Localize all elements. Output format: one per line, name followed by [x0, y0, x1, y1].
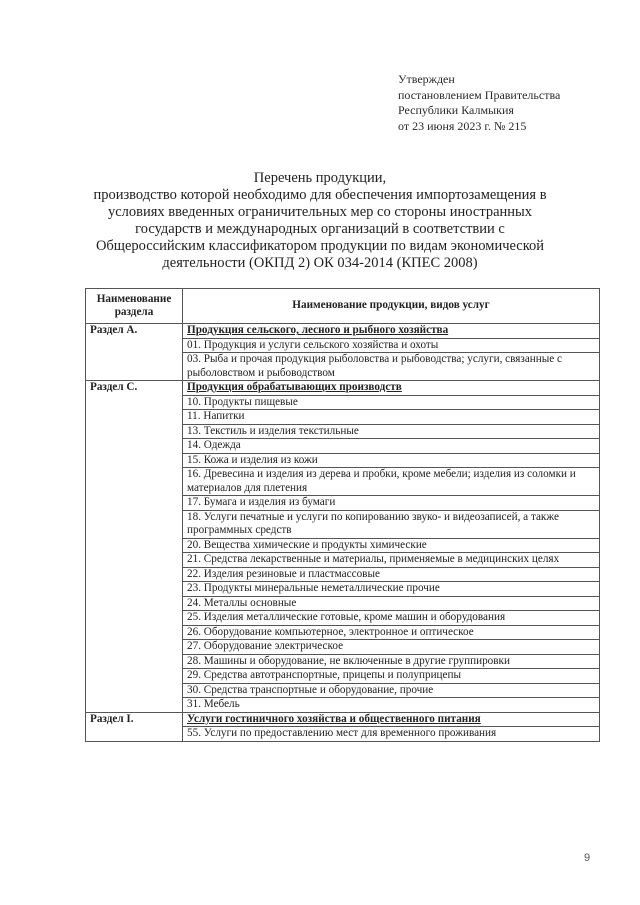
header-section-name: Наименование раздела [86, 289, 183, 324]
product-item: 21. Средства лекарственные и материалы, применяемые в медицинских целях [183, 553, 600, 568]
approval-line: Республики Калмыкия [398, 103, 514, 117]
product-item: 23. Продукты минеральные неметаллические прочие [183, 582, 600, 597]
table-body [86, 324, 600, 742]
product-item: 03. Рыба и прочая продукция рыболовства и рыбоводства; услуги, связанные с рыболовством и рыбоводством [183, 353, 600, 381]
product-item: 26. Оборудование компьютерное, электронное и оптическое [183, 625, 600, 640]
section-group-title: Продукция сельского, лесного и рыбного хозяйства [183, 324, 600, 339]
section-name: Раздел А. [86, 324, 183, 381]
product-item: 16. Древесина и изделия из дерева и пробки, кроме мебели; изделия из соломки и материалов для плетения [183, 468, 600, 496]
section-group-title: Услуги гостиничного хозяйства и общественного питания [183, 712, 600, 727]
product-item: 20. Вещества химические и продукты химические [183, 538, 600, 553]
table-row [86, 381, 600, 396]
table-header-row [86, 289, 600, 324]
product-item: 27. Оборудование электрическое [183, 640, 600, 655]
product-item: 17. Бумага и изделия из бумаги [183, 496, 600, 511]
document-title [70, 170, 570, 272]
product-item: 11. Напитки [183, 410, 600, 425]
table-row [86, 712, 600, 727]
product-item: 14. Одежда [183, 439, 600, 454]
product-item: 22. Изделия резиновые и пластмассовые [183, 567, 600, 582]
title-line: условиях введенных ограничительных мер со стороны иностранных [107, 204, 533, 220]
page-number: 9 [584, 852, 591, 864]
header-product-name: Наименование продукции, видов услуг [183, 289, 600, 324]
product-item: 10. Продукты пищевые [183, 395, 600, 410]
approval-line: от 23 июня 2023 г. № 215 [398, 118, 527, 133]
approval-stamp [398, 72, 560, 134]
section-name: Раздел С. [86, 381, 183, 713]
product-item: 30. Средства транспортные и оборудование, прочие [183, 683, 600, 698]
approval-line: Утвержден [398, 72, 455, 86]
title-line: производство которой необходимо для обеспечения импортозамещения в [93, 187, 547, 203]
product-item: 13. Текстиль и изделия текстильные [183, 424, 600, 439]
product-item: 24. Металлы основные [183, 596, 600, 611]
product-item: 18. Услуги печатные и услуги по копированию звуко- и видеозаписей, а также программных средств [183, 510, 600, 538]
product-item: 28. Машины и оборудование, не включенные в другие группировки [183, 654, 600, 669]
section-name: Раздел I. [86, 712, 183, 741]
products-table [85, 288, 600, 742]
product-item: 25. Изделия металлические готовые, кроме машин и оборудования [183, 611, 600, 626]
product-item: 31. Мебель [183, 698, 600, 713]
product-item: 01. Продукция и услуги сельского хозяйства и охоты [183, 338, 600, 353]
product-item: 55. Услуги по предоставлению мест для временного проживания [183, 727, 600, 742]
product-item: 15. Кожа и изделия из кожи [183, 453, 600, 468]
table-row [86, 324, 600, 339]
approval-line: постановлением Правительства [398, 87, 561, 102]
title-line: государств и международных организаций в соответствии с [135, 221, 505, 237]
product-item: 29. Средства автотранспортные, прицепы и полуприцепы [183, 669, 600, 684]
title-line: Перечень продукции, [253, 170, 387, 186]
section-group-title: Продукция обрабатывающих производств [183, 381, 600, 396]
title-line: деятельности (ОКПД 2) ОК 034-2014 (КПЕС 2008) [162, 255, 478, 271]
title-line: Общероссийским классификатором продукции по видам экономической [95, 238, 545, 254]
